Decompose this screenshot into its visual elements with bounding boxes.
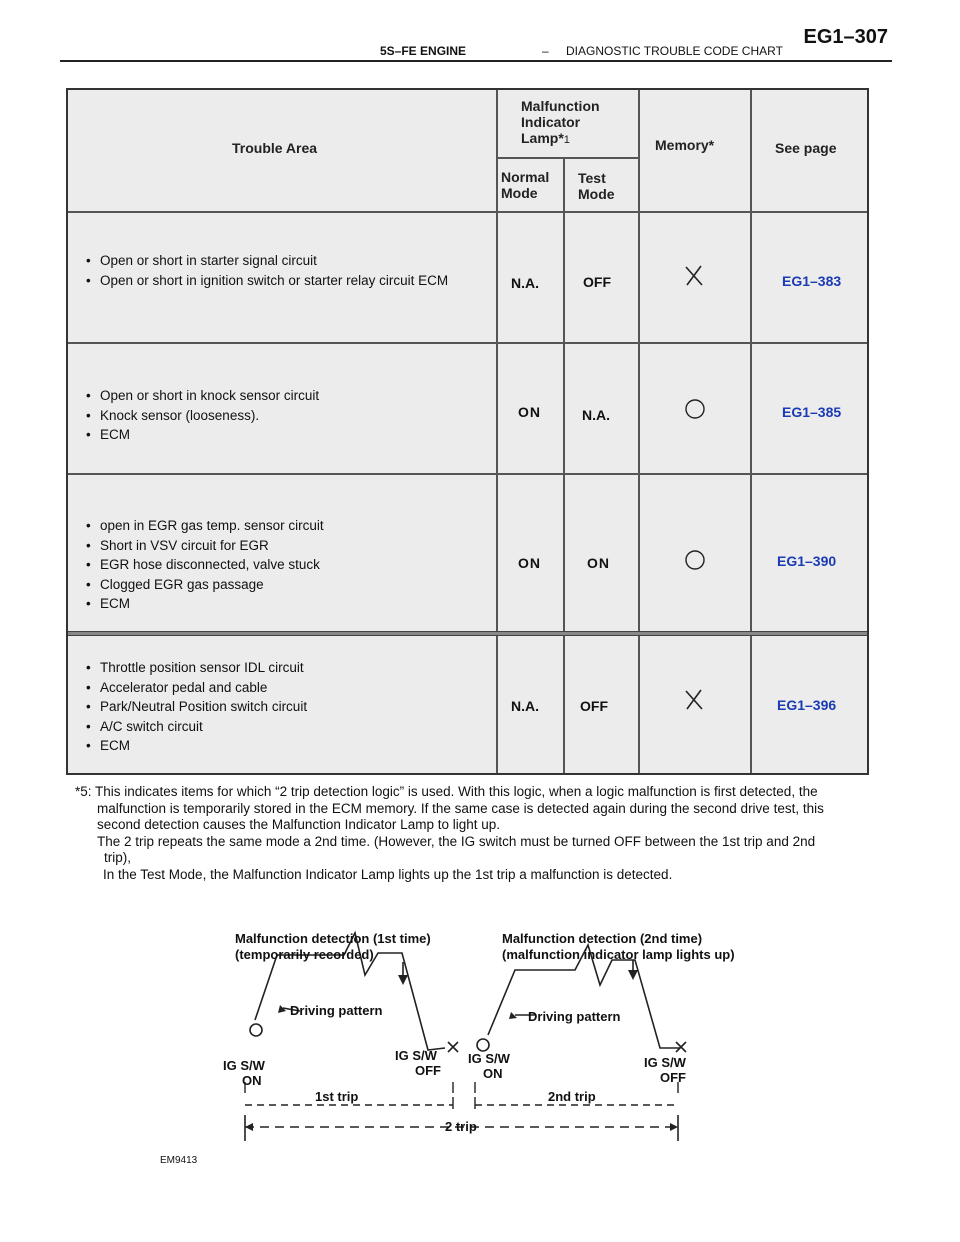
list-item: • Open or short in ignition switch or starter relay circuit ECM (86, 271, 448, 291)
driving-pattern-label: Driving pattern (290, 1003, 383, 1018)
list-item: • open in EGR gas temp. sensor circuit (86, 516, 324, 536)
row-divider (68, 342, 867, 344)
chart-title: DIAGNOSTIC TROUBLE CODE CHART (566, 44, 783, 58)
cross-mark-icon (681, 263, 707, 289)
col-header-mil: Malfunction Indicator Lamp*1 (521, 98, 600, 146)
list-item: • Park/Neutral Position switch circuit (86, 697, 307, 717)
circle-mark-icon (682, 396, 708, 422)
test-mode-value: ON (587, 555, 610, 571)
section-title: 5S–FE ENGINE (380, 44, 467, 58)
ignition-off-marker (676, 1042, 686, 1052)
normal-mode-value: ON (518, 404, 541, 420)
list-item: • Accelerator pedal and cable (86, 678, 307, 698)
igsw-on-state: ON (483, 1066, 503, 1081)
header-rule (60, 60, 892, 62)
footnote-line: malfunction is temporarily stored in the ECM memory. If the same case is detected again during the second drive test, this (97, 800, 824, 816)
trouble-area-list (86, 516, 324, 614)
second-trip-label: 2nd trip (548, 1089, 596, 1104)
page-number: EG1–307 (803, 26, 888, 48)
footnote (75, 784, 875, 883)
normal-mode-value: N.A. (511, 698, 539, 714)
first-detection-label: Malfunction detection (1st time) (235, 931, 431, 946)
footnote-line: second detection causes the Malfunction Indicator Lamp to light up. (97, 817, 500, 832)
list-item: • Open or short in knock sensor circuit (86, 386, 319, 406)
list-item: • Clogged EGR gas passage (86, 575, 324, 595)
second-detection-sublabel: (malfunction indicator lamp lights up) (502, 947, 735, 962)
figure-code: EM9413 (160, 1155, 198, 1165)
trouble-area-list (86, 386, 319, 445)
ignition-on-marker (250, 1024, 262, 1036)
list-item: • ECM (86, 425, 319, 445)
page-header (60, 0, 892, 62)
igsw-off-state: OFF (660, 1070, 686, 1085)
trouble-code-table (66, 88, 869, 775)
col-divider (750, 90, 752, 773)
footnote-line: In the Test Mode, the Malfunction Indicator Lamp lights up the 1st trip a malfunction is detected. (103, 866, 673, 882)
footnote-line: The 2 trip repeats the same mode a 2nd time. (However, the IG switch must be turned OFF between the 1st trip and 2nd (97, 833, 816, 849)
list-item: • EGR hose disconnected, valve stuck (86, 555, 324, 575)
list-item: • Open or short in starter signal circuit (86, 251, 448, 271)
trouble-area-list (86, 658, 307, 756)
row-divider (68, 631, 867, 636)
list-item: • Knock sensor (looseness). (86, 406, 319, 426)
test-mode-value: N.A. (582, 407, 610, 423)
igsw-on-state: ON (242, 1073, 262, 1088)
list-item: • Short in VSV circuit for EGR (86, 536, 324, 556)
second-detection-label: Malfunction detection (2nd time) (502, 931, 703, 946)
col-divider (638, 90, 640, 773)
col-header-normal-mode: Normal Mode (501, 169, 550, 201)
see-page-ref: EG1–396 (777, 697, 837, 713)
list-item: • A/C switch circuit (86, 717, 307, 737)
driving-pattern-label: Driving pattern (528, 1009, 621, 1024)
circle-mark-icon (682, 547, 708, 573)
ignition-off-marker (448, 1042, 458, 1052)
first-detection-sublabel: (temporarily recorded) (235, 947, 374, 962)
igsw-off-state: OFF (415, 1063, 441, 1078)
igsw-off-label: IG S/W (395, 1048, 437, 1063)
trouble-area-list (86, 251, 448, 290)
first-trip-label: 1st trip (315, 1089, 359, 1104)
col-divider (496, 90, 498, 773)
test-mode-value: OFF (583, 274, 611, 290)
see-page-ref: EG1–385 (782, 404, 842, 420)
igsw-on-label: IG S/W (223, 1058, 265, 1073)
row-divider (68, 473, 867, 475)
list-item: • ECM (86, 736, 307, 756)
list-item: • Throttle position sensor IDL circuit (86, 658, 307, 678)
col-header-memory: Memory* (655, 137, 715, 153)
igsw-off-label: IG S/W (644, 1055, 686, 1070)
list-item: • ECM (86, 594, 324, 614)
row-divider (68, 211, 867, 213)
col-header-see-page: See page (775, 140, 837, 156)
see-page-ref: EG1–390 (777, 553, 837, 569)
footnote-line: trip), (104, 850, 131, 865)
col-divider (563, 158, 565, 773)
row-divider (496, 157, 638, 159)
igsw-on-label: IG S/W (468, 1051, 510, 1066)
see-page-ref: EG1–383 (782, 273, 842, 289)
col-header-test-mode: Test Mode (578, 170, 615, 202)
two-trip-label: 2 trip (445, 1119, 477, 1134)
ignition-on-marker (477, 1039, 489, 1051)
normal-mode-value: N.A. (511, 275, 539, 291)
normal-mode-value: ON (518, 555, 541, 571)
header-separator: – (542, 44, 549, 58)
col-header-trouble-area: Trouble Area (232, 140, 318, 156)
test-mode-value: OFF (580, 698, 608, 714)
two-trip-diagram (150, 915, 770, 1165)
cross-mark-icon (681, 687, 707, 713)
footnote-line: *5: This indicates items for which “2 trip detection logic” is used. With this logic, when a logic malfunction is first detected, the (75, 784, 818, 799)
